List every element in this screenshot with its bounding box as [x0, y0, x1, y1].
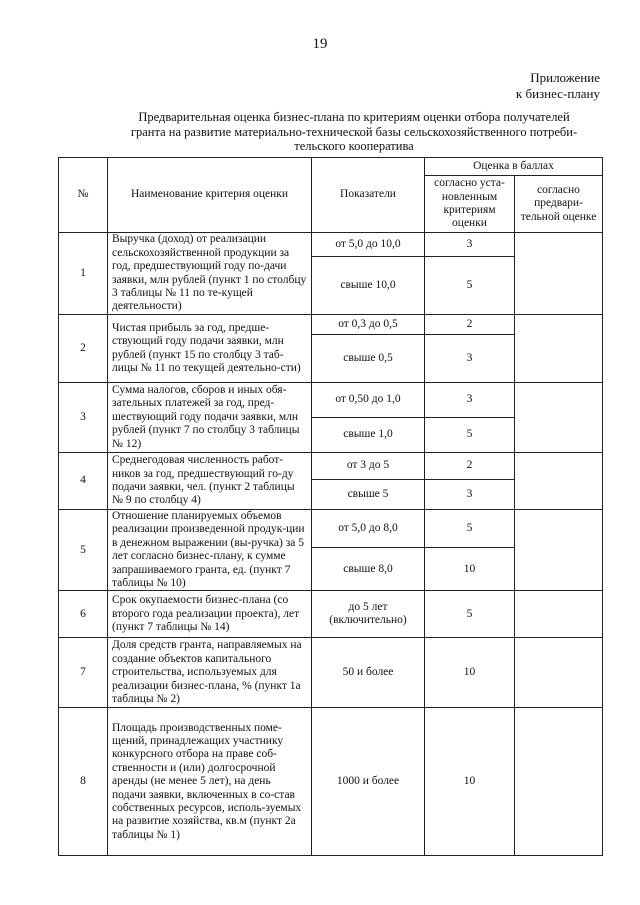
criterion-name: Доля средств гранта, направляемых на создание объектов капитального строительства, используемых для реализации бизнес-плана, % (пункт 1а таблицы № 2) [108, 638, 312, 708]
indicator-value: 50 и более [312, 638, 425, 708]
header-indicators: Показатели [312, 158, 425, 233]
preliminary-score-cell[interactable] [515, 233, 603, 315]
criterion-name: Отношение планируемых объемов реализации произведенной продук-ции в денежном выражении (вы-ручка) за 5 лет согласно бизнес-плану, к сумме запрашиваемого гранта, ед. (пункт 7 таблицы № 10) [108, 510, 312, 591]
criterion-name: Сумма налогов, сборов и иных обя-зательных платежей за год, пред-шествующий году подачи заявки, млн рублей (пункт 7 по столбцу 3 таблицы № 12) [108, 383, 312, 453]
preliminary-score-cell[interactable] [515, 638, 603, 708]
title-line-3: тельского кооператива [294, 139, 414, 153]
criterion-number: 4 [59, 453, 108, 510]
criterion-number: 8 [59, 708, 108, 856]
criteria-score: 3 [425, 383, 515, 418]
criterion-number: 1 [59, 233, 108, 315]
criterion-number: 3 [59, 383, 108, 453]
indicator-value: свыше 8,0 [312, 548, 425, 591]
indicator-value: свыше 10,0 [312, 257, 425, 315]
preliminary-score-cell[interactable] [515, 383, 603, 453]
preliminary-score-cell[interactable] [515, 315, 603, 383]
indicator-value: 1000 и более [312, 708, 425, 856]
indicator-value: от 0,50 до 1,0 [312, 383, 425, 418]
document-title [104, 110, 604, 154]
preliminary-score-cell[interactable] [515, 510, 603, 591]
indicator-value: от 3 до 5 [312, 453, 425, 480]
criteria-score: 2 [425, 315, 515, 335]
criterion-name: Выручка (доход) от реализации сельскохозяйственной продукции за год, предшествующий году по-дачи заявки, млн рублей (пункт 1 по столбцу 3 таблицы № 11 по те-кущей деятельности) [108, 233, 312, 315]
header-score-by-criteria: согласно уста-новленным критериям оценки [425, 176, 515, 233]
criteria-score: 10 [425, 548, 515, 591]
criteria-score: 5 [425, 418, 515, 453]
header-score-group: Оценка в баллах [425, 158, 603, 176]
criterion-name: Срок окупаемости бизнес-плана (со второго года реализации проекта), лет (пункт 7 таблицы № 14) [108, 591, 312, 638]
header-criterion-name: Наименование критерия оценки [108, 158, 312, 233]
criteria-score: 3 [425, 335, 515, 383]
criteria-score: 3 [425, 480, 515, 510]
preliminary-score-cell[interactable] [515, 708, 603, 856]
criteria-score: 2 [425, 453, 515, 480]
criteria-score: 10 [425, 638, 515, 708]
criteria-score: 3 [425, 233, 515, 257]
title-line-1: Предварительная оценка бизнес-плана по критериям оценки отбора получателей [138, 110, 570, 124]
criteria-table-body [59, 233, 603, 856]
criterion-name: Чистая прибыль за год, предше-ствующий году подачи заявки, млн рублей (пункт 15 по столбцу 3 таб-лицы № 11 по текущей деятельно-сти) [108, 315, 312, 383]
table-row [59, 233, 603, 257]
criteria-score: 5 [425, 591, 515, 638]
criterion-number: 6 [59, 591, 108, 638]
appendix-line-1: Приложение [530, 70, 600, 85]
header-num: № [59, 158, 108, 233]
criteria-score: 10 [425, 708, 515, 856]
criteria-table [58, 157, 603, 856]
table-row [59, 383, 603, 418]
preliminary-score-cell[interactable] [515, 453, 603, 510]
page-number: 19 [312, 36, 328, 52]
criterion-number: 5 [59, 510, 108, 591]
appendix-line-2: к бизнес-плану [515, 86, 600, 101]
table-row [59, 510, 603, 548]
table-row [59, 453, 603, 480]
criterion-number: 2 [59, 315, 108, 383]
header-score-preliminary: согласно предвари-тельной оценке [515, 176, 603, 233]
criterion-number: 7 [59, 638, 108, 708]
table-row [59, 591, 603, 638]
indicator-value: свыше 0,5 [312, 335, 425, 383]
criterion-name: Площадь производственных поме-щений, принадлежащих участнику конкурсного отбора на праве соб-ственности и (или) долгосрочной аренды (не менее 5 лет), на день подачи заявки, включенных в со-став собственных ресурсов, исполь-зуемых на развитие хозяйства, кв.м (пункт 2а таблицы № 1) [108, 708, 312, 856]
table-row [59, 315, 603, 335]
indicator-value: от 5,0 до 10,0 [312, 233, 425, 257]
table-row [59, 638, 603, 708]
indicator-value: свыше 1,0 [312, 418, 425, 453]
criteria-score: 5 [425, 257, 515, 315]
indicator-value: от 5,0 до 8,0 [312, 510, 425, 548]
criterion-name: Среднегодовая численность работ-ников за год, предшествующий го-ду подачи заявки, чел. (пункт 2 таблицы № 9 по столбцу 4) [108, 453, 312, 510]
indicator-value: до 5 лет (включительно) [312, 591, 425, 638]
preliminary-score-cell[interactable] [515, 591, 603, 638]
appendix-label [516, 70, 600, 102]
indicator-value: от 0,3 до 0,5 [312, 315, 425, 335]
criteria-score: 5 [425, 510, 515, 548]
title-line-2: гранта на развитие материально-технической базы сельскохозяйственного потреби- [130, 124, 578, 139]
table-row [59, 708, 603, 856]
indicator-value: свыше 5 [312, 480, 425, 510]
